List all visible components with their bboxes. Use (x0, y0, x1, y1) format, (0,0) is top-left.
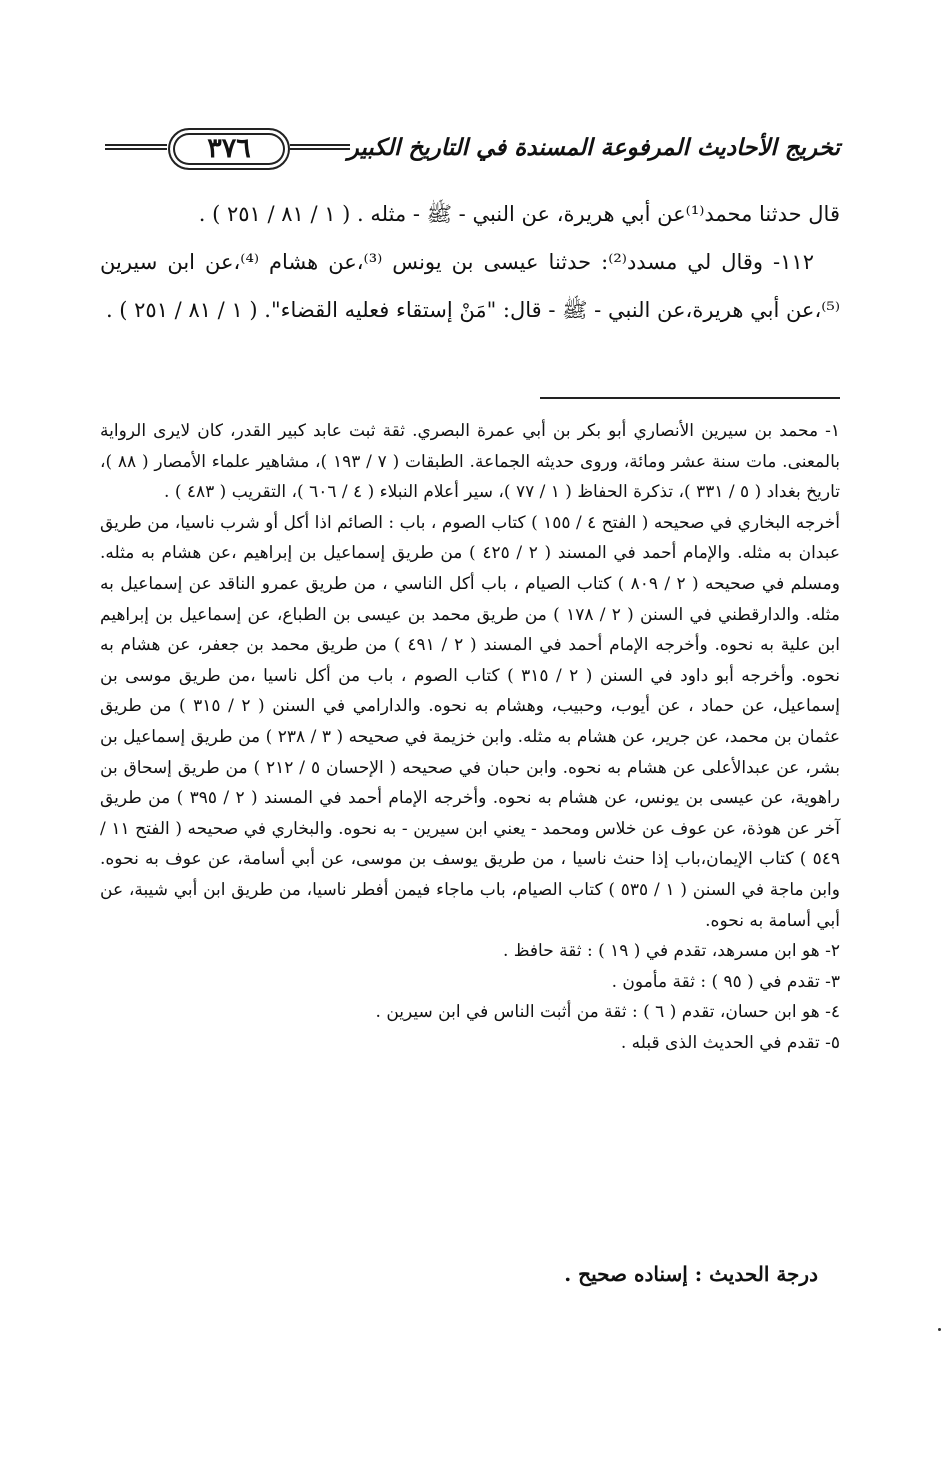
footnote-1-takhrij: أخرجه البخاري في صحيحه ( الفتح ٤ / ١٥٥ ) كتاب الصوم ، باب : الصائم اذا أكل أو شرب ناسيا، من طريق عبدان به مثله. والإمام أحمد في المسند ( ٢ / ٤٢٥ ) من طريق إسماعيل بن إبراهيم ،عن هشام به مثله. ومسلم في صحيحه ( ٢ / ٨٠٩ ) كتاب الصيام ، باب أكل الناسي ، من طريق عمرو الناقد عن إسماعيل به مثله. والدارقطني في السنن ( ٢ / ١٧٨ ) من طريق محمد بن عيسى بن الطباع، عن إسماعيل بن إبراهيم ابن علية به نحوه. وأخرجه الإمام أحمد في المسند ( ٢ / ٤٩١ ) من طريق محمد بن جعفر، عن هشام به نحوه. وأخرجه أبو داود في السنن ( ٢ / ٣١٥ ) كتاب الصوم ، باب من أكل ناسيا ،من طريق موسى بن إسماعيل، عن حماد ، عن أيوب، وحبيب، وهشام به نحوه. والدارامي في السنن ( ٢ / ٣١٥ ) من طريق عثمان بن محمد، عن جرير، عن هشام به مثله. وابن خزيمة في صحيحه ( ٣ / ٢٣٨ ) من طريق إسماعيل بن بشر، عن عبدالأعلى عن هشام به نحوه. وابن حبان في صحيحه ( الإحسان ٥ / ٢١٢ ) من طريق إسحاق بن راهوية، عن عيسى بن يونس، عن هشام به نحوه. وأخرجه الإمام أحمد في المسند ( ٢ / ٣٩٥ ) من طريق آخر عن هوذة، عن عوف عن خلاس ومحمد - يعني ابن سيرين - به نحوه. والبخاري في صحيحه ( الفتح ١١ / ٥٤٩ ) كتاب الإيمان،باب إذا حنث ناسيا ، من طريق يوسف بن موسى، عن أبي أسامة، عن عوف به نحوه. وابن ماجة في السنن ( ١ / ٥٣٥ ) كتاب الصيام، باب ماجاء فيمن أفطر ناسيا، من طريق ابن أبي شيبة، عن أبي أسامة به نحوه. (100, 512, 840, 931)
margin-dot (938, 1328, 941, 1331)
header-rule-center (290, 144, 350, 150)
hadith-grade (564, 1262, 818, 1286)
page-number-badge (168, 128, 290, 170)
main-text (100, 190, 840, 334)
header-rule-left (105, 144, 167, 150)
page-header (0, 122, 950, 182)
hadith-112: ١١٢- وقال لي مسدد⁽²⁾: حدثنا عيسى بن يونس ⁽³⁾،عن هشام ⁽⁴⁾،عن ابن سيرين ⁽⁵⁾،عن أبي هريرة،عن النبي - ﷺ - قال: "مَنْ إستقاء فعليه القضاء". ( ١ / ٨١ / ٢٥١ ) . (100, 250, 840, 322)
footnote-3: ٣- تقدم في ( ٩٥ ) : ثقة مأمون . (611, 971, 840, 992)
book-title: تخريج الأحاديث المرفوعة المسندة في التاريخ الكبير (347, 134, 840, 161)
grade-value: إسناده صحيح . (564, 1262, 688, 1286)
main-line-1: قال حدثنا محمد⁽¹⁾عن أبي هريرة، عن النبي - ﷺ - مثله . ( ١ / ٨١ / ٢٥١ ) . (198, 202, 840, 226)
page-number: ٣٧٦ (207, 133, 251, 164)
footnote-4: ٤- هو ابن حسان، تقدم ( ٦ ) : ثقة من أثبت الناس في ابن سيرين . (375, 1002, 840, 1023)
grade-label: درجة الحديث : (694, 1262, 818, 1286)
footnote-separator (540, 397, 840, 399)
footnotes (100, 416, 840, 1058)
footnote-5: ٥- تقدم في الحديث الذى قبله . (620, 1032, 840, 1053)
footnote-2: ٢- هو ابن مسرهد، تقدم في ( ١٩ ) : ثقة حافظ . (502, 941, 840, 962)
footnote-1: ١- محمد بن سيرين الأنصاري أبو بكر بن أبي عمرة البصري. ثقة ثبت عابد كبير القدر، كان لايرى الرواية بالمعنى. مات سنة عشر ومائة، وروى حديثه الجماعة. الطبقات ( ٧ / ١٩٣ )، مشاهير علماء الأمصار ( ٨٨ )، تاريخ بغداد ( ٥ / ٣٣١ )، تذكرة الحفاظ ( ١ / ٧٧ )، سير أعلام النبلاء ( ٤ / ٦٠٦ )، التقريب ( ٤٨٣ ) . (100, 421, 841, 503)
